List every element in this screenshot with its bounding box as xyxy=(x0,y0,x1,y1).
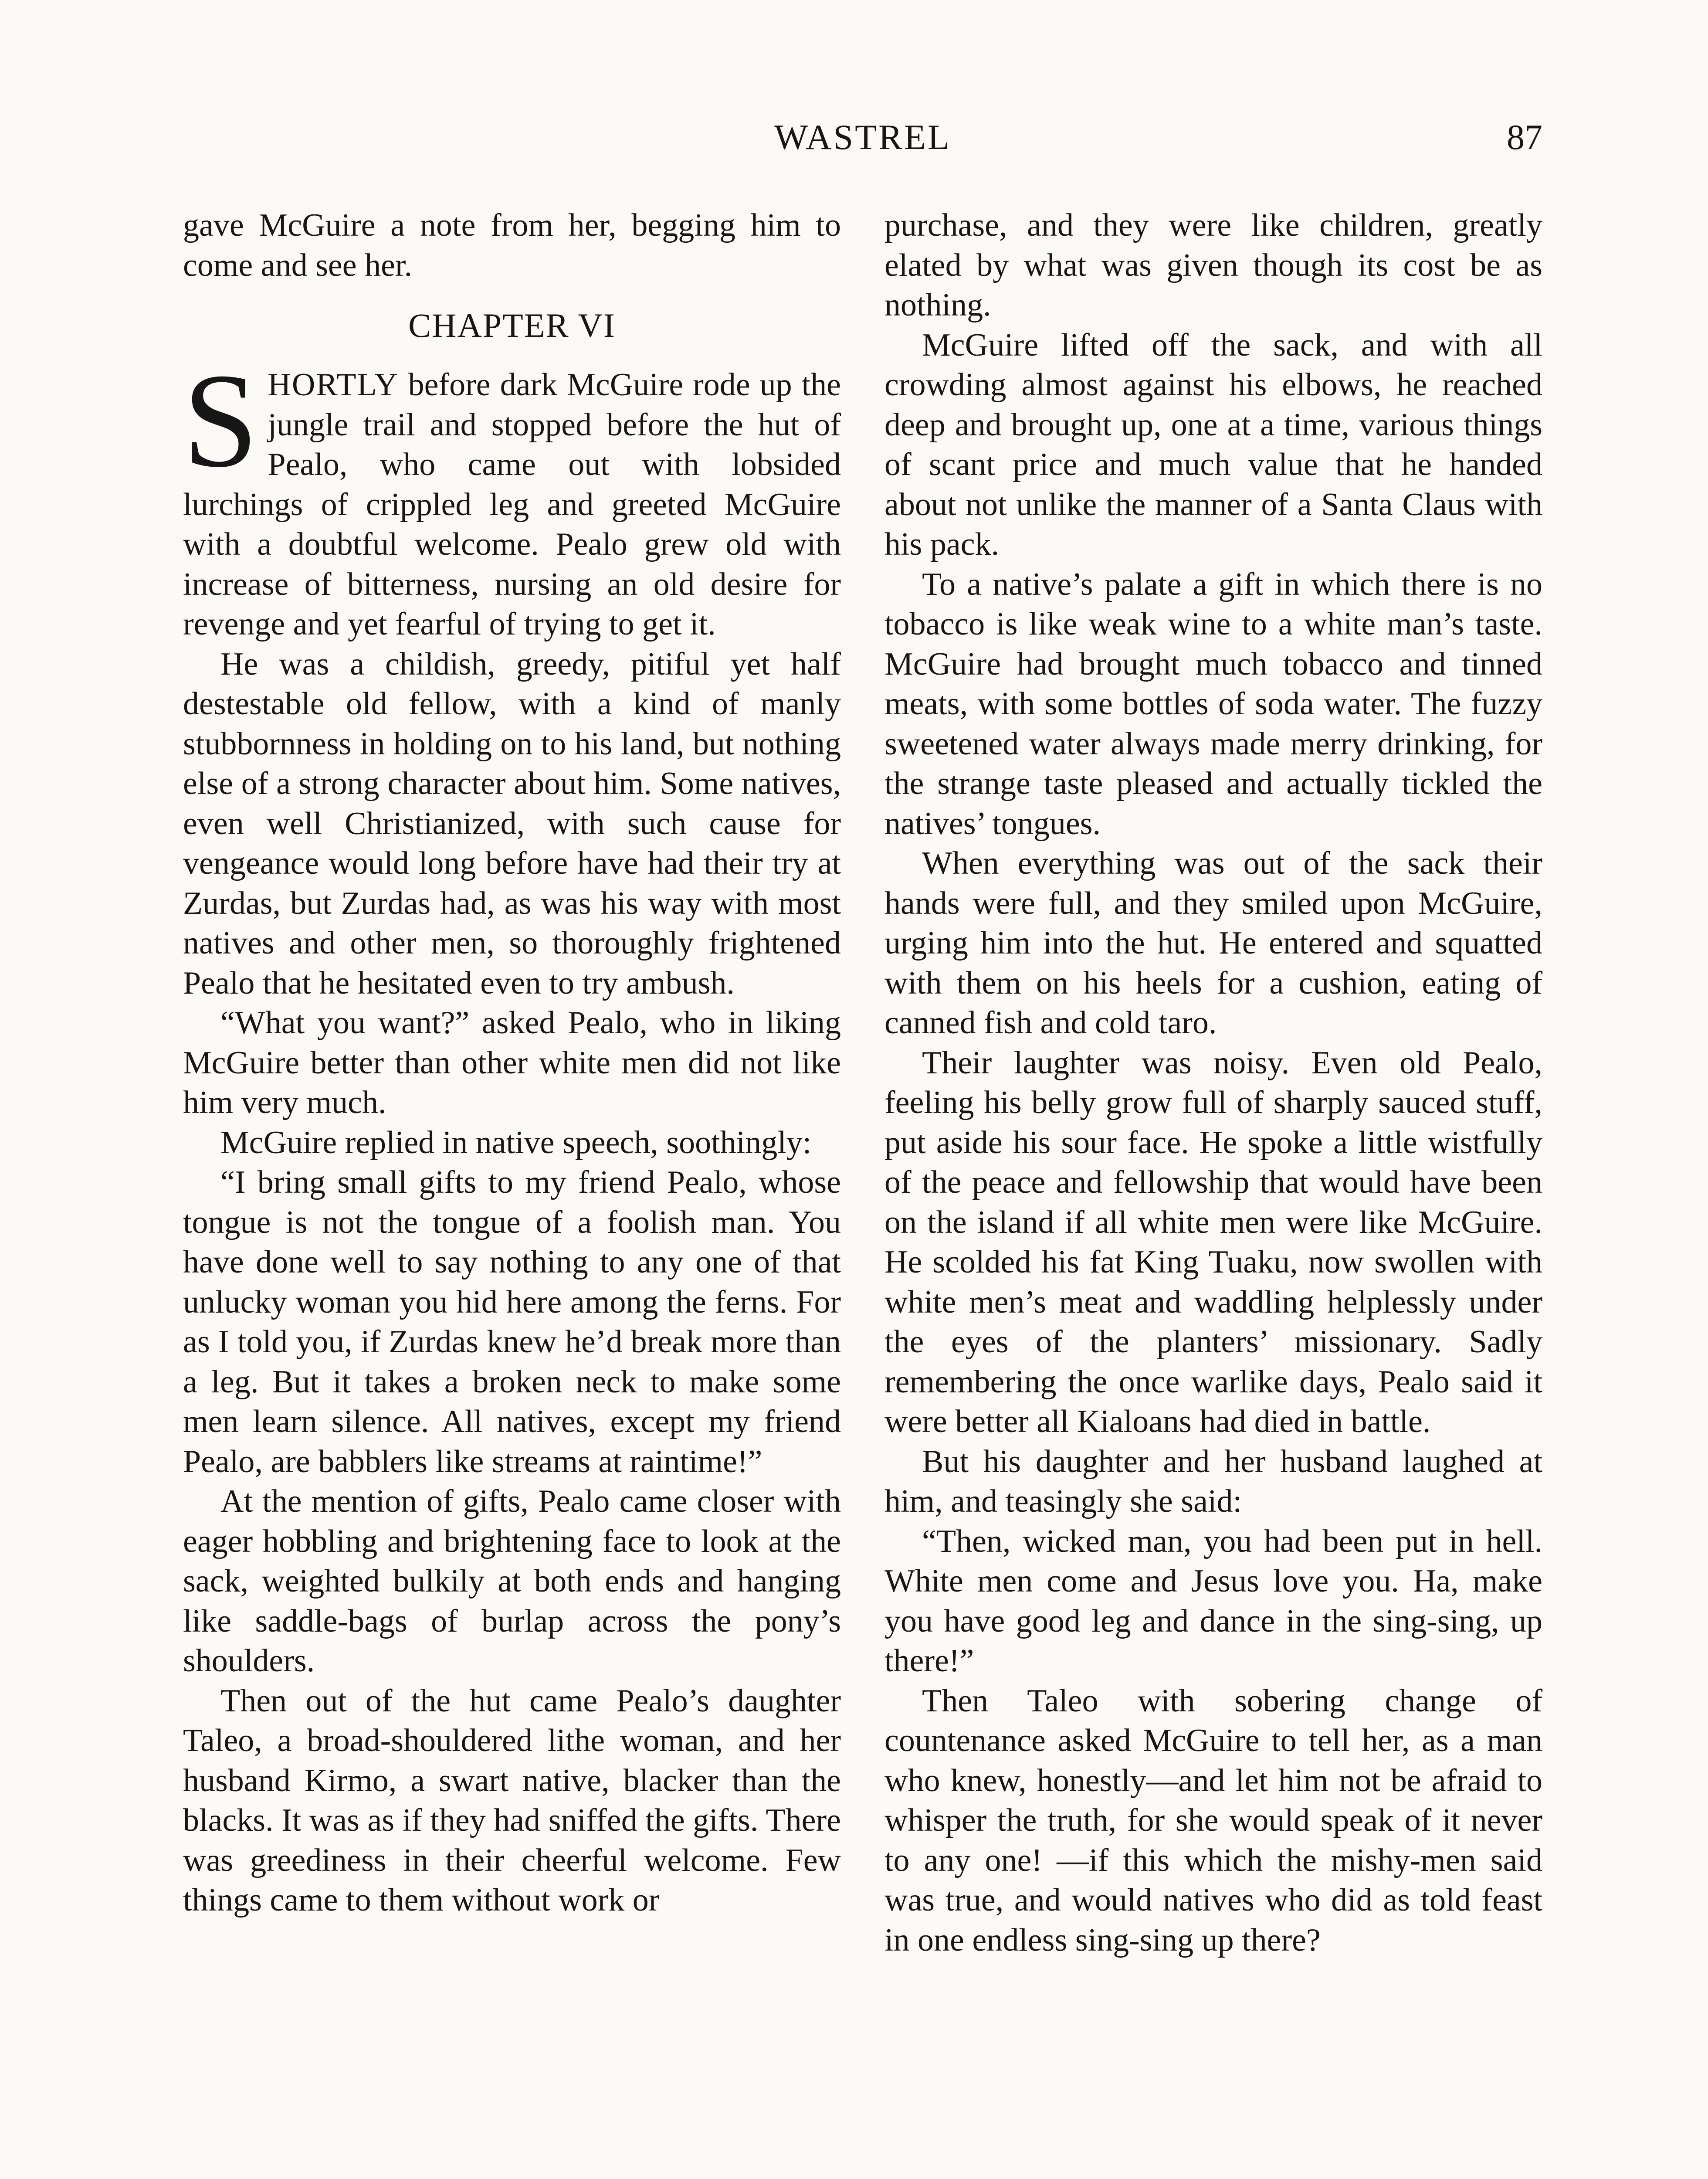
page-number: 87 xyxy=(1507,117,1542,157)
paragraph: McGuire replied in native speech, soothingly: xyxy=(220,1124,812,1161)
left-column xyxy=(183,206,841,1921)
opening-lead-word: HORTLY xyxy=(268,367,399,403)
paragraph: “I bring small gifts to my friend Pealo, whose tongue is not the tongue of a foolish man. You have done well to say nothing to any one of that unlucky woman you hid here among the ferns. For as I told you, if Zurdas knew he’d break more than a leg. But it takes a broken neck to make some men learn silence. All natives, except my friend Pealo, are babblers like streams at raintime!” xyxy=(183,1164,841,1480)
paragraph: Then Taleo with sobering change of countenance asked McGuire to tell her, as a man who knew, honestly—and let him not be afraid to whisper the truth, for she would speak of it never to any one! —if this which the mishy-men said was true, and would natives who did as told feast in one endless sing-sing up there? xyxy=(884,1683,1542,1958)
opening-text: before dark McGuire rode up the jungle trail and stopped before the hut of Pealo, who came out with lobsided lurchings of crippled leg and greeted McGuire with a doubtful welcome. Pealo grew old with increase of bitterness, nursing an old desire for revenge and yet fearful of trying to get it. xyxy=(183,367,841,642)
paragraph: Then out of the hut came Pealo’s daughter Taleo, a broad-shouldered lithe woman, and her husband Kirmo, a swart native, blacker than the blacks. It was as if they had sniffed the gifts. There was greediness in their cheerful welcome. Few things came to them without work or xyxy=(183,1683,841,1918)
paragraph: McGuire lifted off the sack, and with all crowding almost against his elbows, he reached deep and brought up, one at a time, various things of scant price and much value that he handed about not unlike the manner of a Santa Claus with his pack. xyxy=(884,327,1542,562)
paragraph: To a native’s palate a gift in which there is no tobacco is like weak wine to a white man’s taste. McGuire had brought much tobacco and tinned meats, with some bottles of soda water. The fuzzy sweetened water always made merry drinking, for the strange taste pleased and actually tickled the natives’ tongues. xyxy=(884,566,1542,842)
chapter-title: CHAPTER VI xyxy=(408,306,616,344)
paragraph: “What you want?” asked Pealo, who in liking McGuire better than other white men did not like him very much. xyxy=(183,1005,841,1120)
paragraph: “Then, wicked man, you had been put in hell. White men come and Jesus love you. Ha, make you have good leg and dance in the sing-sing, up there!” xyxy=(884,1523,1542,1679)
paragraph: But his daughter and her husband laughed at him, and teasingly she said: xyxy=(884,1443,1542,1519)
paragraph: Their laughter was noisy. Even old Pealo, feeling his belly grow full of sharply sauced stuff, put aside his sour face. He spoke a little wistfully of the peace and fellowship that would have been on the island if all white men were like McGuire. He scolded his fat King Tuaku, now swollen with white men’s meat and waddling helplessly under the eyes of the planters’ missionary. Sadly remembering the once warlike days, Pealo said it were better all Kialoans had died in battle. xyxy=(884,1045,1542,1439)
paragraph: purchase, and they were like children, greatly elated by what was given though its cost be as nothing. xyxy=(884,207,1542,323)
paragraph: When everything was out of the sack their hands were full, and they smiled upon McGuire, urging him into the hut. He entered and squatted with them on his heels for a cushion, eating of canned fish and cold taro. xyxy=(884,845,1542,1041)
running-title: WASTREL xyxy=(774,117,952,157)
running-head xyxy=(183,117,1542,169)
opening-paragraph xyxy=(183,346,841,645)
drop-cap: S xyxy=(183,346,258,496)
paragraph: At the mention of gifts, Pealo came closer with eager hobbling and brightening face to look at the sack, weighted bulkily at both ends and hanging like saddle-bags of burlap across the pony’s shoulders. xyxy=(183,1483,841,1679)
right-column xyxy=(884,206,1542,1960)
paragraph: gave McGuire a note from her, begging him to come and see her. xyxy=(183,207,841,283)
paragraph: He was a childish, greedy, pitiful yet half destestable old fellow, with a kind of manly stubbornness in holding on to his land, but nothing else of a strong character about him. Some natives, even well Christianized, with such cause for vengeance would long before have had their try at Zurdas, but Zurdas had, as was his way with most natives and other men, so thoroughly frightened Pealo that he hesitated even to try ambush. xyxy=(183,646,841,1001)
